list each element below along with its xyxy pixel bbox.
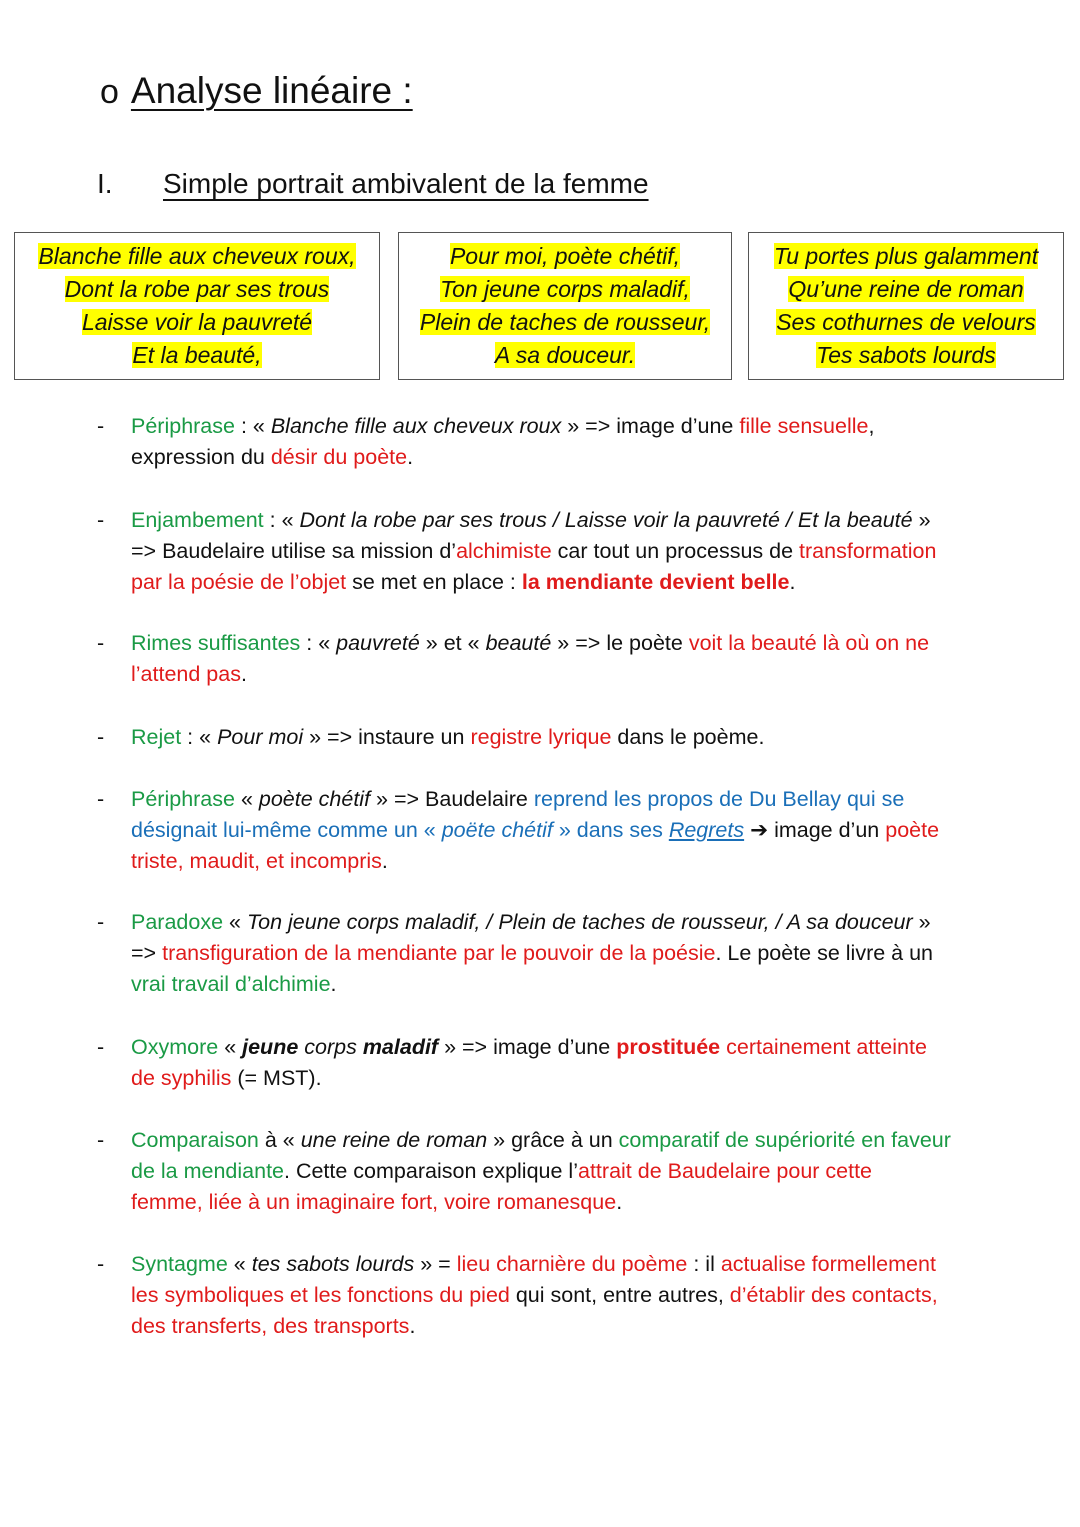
analysis-text: la mendiante devient belle: [521, 570, 790, 594]
stanza-box-1: [14, 232, 380, 380]
section-number: I.: [97, 168, 113, 199]
analysis-text: poëte chétif: [441, 818, 553, 842]
analysis-text: » => instaure un: [303, 725, 471, 749]
analysis-text: : «: [234, 414, 271, 438]
analysis-text: Ton jeune corps maladif, / Plein de taches de rousseur, / A sa douceur: [246, 910, 913, 934]
list-dash: -: [97, 910, 105, 934]
analysis-text: Comparaison: [131, 1128, 259, 1152]
analysis-text: car tout un processus de: [551, 539, 800, 563]
analysis-text: ,: [868, 414, 875, 438]
analysis-text: .: [330, 972, 337, 996]
title-bullet: o: [100, 73, 119, 111]
analysis-text: maladif: [362, 1035, 439, 1059]
analysis-text: Enjambement: [131, 508, 264, 532]
list-dash: -: [97, 1252, 105, 1276]
analysis-text: Pour moi: [217, 725, 304, 749]
analysis-text: : il: [687, 1252, 721, 1276]
analysis-text: «: [234, 787, 259, 811]
list-dash: -: [97, 1035, 105, 1059]
analysis-text: » =: [414, 1252, 457, 1276]
stanza-line: Tu portes plus galamment: [773, 243, 1039, 269]
analysis-text: prostituée: [616, 1035, 721, 1059]
analysis-text: qui sont, entre autres,: [509, 1283, 730, 1307]
analysis-text: comparatif de supériorité en faveur: [618, 1128, 951, 1152]
analysis-text: femme, liée à un imaginaire fort, voire romanesque: [131, 1190, 617, 1214]
analysis-text: » => Baudelaire: [370, 787, 534, 811]
analysis-text: Périphrase: [131, 787, 235, 811]
analysis-text: ➔ image d’un: [744, 818, 886, 842]
analysis-text: : «: [263, 508, 300, 532]
analysis-text: » grâce à un: [487, 1128, 619, 1152]
stanza-line: A sa douceur.: [494, 342, 636, 368]
analysis-text: «: [227, 1252, 252, 1276]
analysis-text: certainement atteinte: [720, 1035, 927, 1059]
analysis-text: transformation: [799, 539, 937, 563]
analysis-text: registre lyrique: [470, 725, 612, 749]
stanza-box-3: [748, 232, 1064, 380]
analysis-text: d’établir des contacts,: [729, 1283, 938, 1307]
analysis-text: Oxymore: [131, 1035, 219, 1059]
analysis-text: fille sensuelle: [739, 414, 869, 438]
analysis-text: » et «: [419, 631, 486, 655]
list-dash: -: [97, 631, 105, 655]
analysis-text: triste, maudit, et incompris: [131, 849, 382, 873]
analysis-text: : «: [300, 631, 337, 655]
analysis-text: l’attend pas: [131, 662, 241, 686]
analysis-text: poète: [885, 818, 940, 842]
list-dash: -: [97, 1128, 105, 1152]
section-title: Simple portrait ambivalent de la femme: [163, 168, 649, 199]
analysis-item: [97, 505, 1031, 598]
list-dash: -: [97, 508, 105, 532]
analysis-text: Dont la robe par ses trous / Laisse voir la pauvreté / Et la beauté: [299, 508, 913, 532]
analysis-item: [97, 628, 1031, 690]
analysis-text: dans le poème.: [611, 725, 765, 749]
analysis-text: .: [407, 445, 414, 469]
analysis-text: «: [223, 910, 247, 934]
analysis-text: Rimes suffisantes: [131, 631, 301, 655]
analysis-text: désignait lui-même comme un «: [131, 818, 442, 842]
analysis-text: poète chétif: [258, 787, 371, 811]
analysis-text: de la mendiante: [131, 1159, 284, 1183]
analysis-text: voit la beauté là où on ne: [688, 631, 930, 655]
analysis-text: Périphrase: [131, 414, 235, 438]
stanza-box-2: [398, 232, 732, 380]
analysis-text: . Cette comparaison explique l’: [284, 1159, 578, 1183]
title-text: Analyse linéaire :: [130, 70, 413, 111]
analysis-text: .: [789, 570, 796, 594]
analysis-text: des transferts, des transports: [131, 1314, 410, 1338]
analysis-text: à «: [258, 1128, 301, 1152]
analysis-text: de syphilis: [131, 1066, 232, 1090]
analysis-text: expression du: [131, 445, 271, 469]
analysis-text: »: [912, 910, 931, 934]
analysis-text: » => image d’une: [561, 414, 740, 438]
analysis-text: vrai travail d’alchimie: [131, 972, 331, 996]
analysis-text: lieu charnière du poème: [456, 1252, 688, 1276]
analysis-text: => Baudelaire utilise sa mission d’: [131, 539, 457, 563]
analysis-text: . Le poète se livre à un: [715, 941, 934, 965]
analysis-text: tes sabots lourds: [251, 1252, 415, 1276]
analysis-text: Rejet: [131, 725, 182, 749]
stanza-line: Ses cothurnes de velours: [776, 309, 1036, 335]
analysis-text: alchimiste: [456, 539, 552, 563]
analysis-text: » => le poète: [551, 631, 689, 655]
analysis-text: Syntagme: [131, 1252, 228, 1276]
analysis-item: [97, 1249, 1031, 1342]
analysis-text: » dans ses: [552, 818, 669, 842]
analysis-text: .: [409, 1314, 416, 1338]
analysis-text: attrait de Baudelaire pour cette: [578, 1159, 873, 1183]
stanza-line: Dont la robe par ses trous: [64, 276, 330, 302]
stanza-line: Blanche fille aux cheveux roux,: [38, 243, 356, 269]
analysis-text: par la poésie de l’objet: [131, 570, 347, 594]
stanza-line: Laisse voir la pauvreté: [81, 309, 313, 335]
analysis-text: jeune: [242, 1035, 299, 1059]
analysis-text: .: [616, 1190, 623, 1214]
analysis-text: reprend les propos de Du Bellay qui se: [533, 787, 905, 811]
analysis-text: » => image d’une: [438, 1035, 617, 1059]
analysis-text: (= MST).: [231, 1066, 322, 1090]
analysis-text: se met en place :: [346, 570, 522, 594]
analysis-text: .: [240, 662, 247, 686]
section-heading: [97, 164, 649, 204]
stanza-line: Tes sabots lourds: [816, 342, 996, 368]
stanza-line: Ton jeune corps maladif,: [440, 276, 690, 302]
analysis-text: : «: [181, 725, 218, 749]
analysis-text: une reine de roman: [300, 1128, 488, 1152]
stanza-line: Plein de taches de rousseur,: [419, 309, 711, 335]
analysis-text: »: [912, 508, 931, 532]
list-dash: -: [97, 787, 105, 811]
analysis-text: les symboliques et les fonctions du pied: [131, 1283, 510, 1307]
analysis-text: «: [218, 1035, 243, 1059]
analysis-text: corps: [298, 1035, 363, 1059]
analysis-item: [97, 722, 1031, 753]
analysis-item: [97, 1032, 1031, 1094]
analysis-text: Blanche fille aux cheveux roux: [270, 414, 562, 438]
analysis-text: =>: [131, 941, 163, 965]
list-dash: -: [97, 414, 105, 438]
analysis-text: transfiguration de la mendiante par le pouvoir de la poésie: [162, 941, 716, 965]
analysis-text: pauvreté: [336, 631, 420, 655]
list-dash: -: [97, 725, 105, 749]
page-title: [100, 66, 413, 117]
analysis-item: [97, 411, 1031, 473]
analysis-text: Regrets: [668, 818, 745, 842]
analysis-item: [97, 907, 1031, 1000]
stanza-line: Et la beauté,: [132, 342, 262, 368]
stanza-line: Qu’une reine de roman: [788, 276, 1024, 302]
analysis-text: Paradoxe: [131, 910, 224, 934]
analysis-item: [97, 1125, 1031, 1218]
stanza-line: Pour moi, poète chétif,: [449, 243, 681, 269]
analysis-text: beauté: [485, 631, 552, 655]
analysis-text: actualise formellement: [720, 1252, 936, 1276]
analysis-text: désir du poète: [270, 445, 408, 469]
analysis-item: [97, 784, 1031, 877]
analysis-text: .: [381, 849, 388, 873]
